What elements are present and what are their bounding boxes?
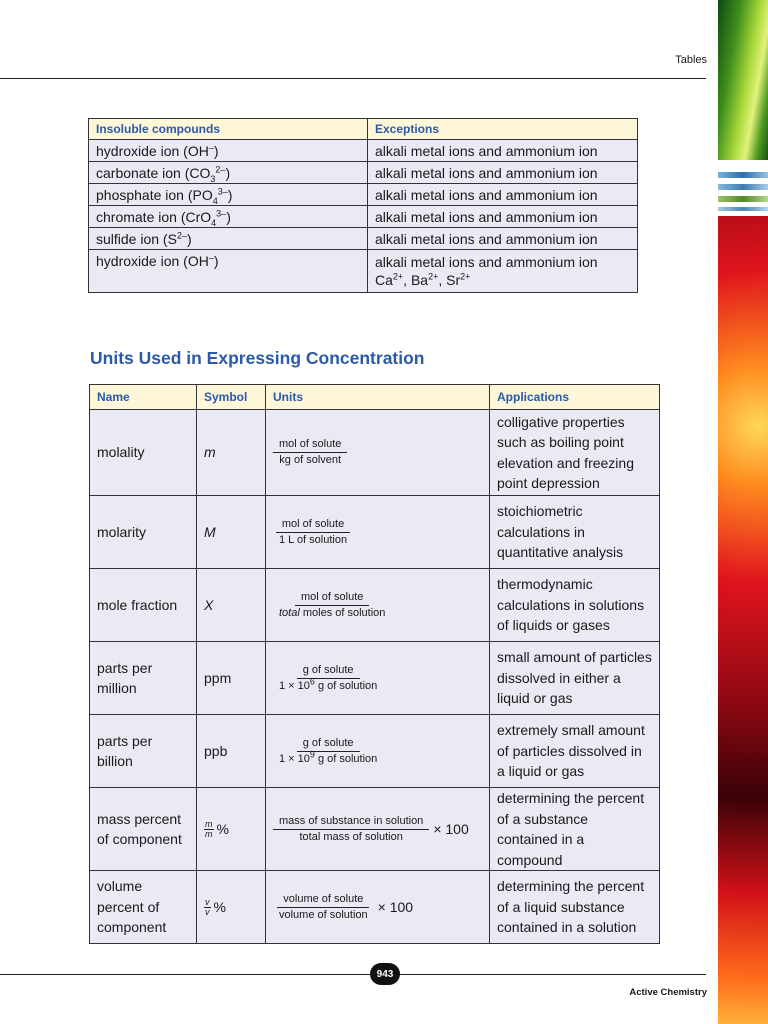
application-cell: colligative properties such as boiling point elevation and freezing point depression [490, 410, 660, 496]
compound-cell: phosphate ion $(PO_4^{3-})$ [89, 184, 368, 206]
table-row [90, 410, 660, 496]
compound-cell: carbonate ion $(CO_3^{2-})$ [89, 162, 368, 184]
exception-cell: alkali metal ions and ammonium ion [368, 162, 638, 184]
compound-cell: hydroxide ion (OH–) [89, 250, 368, 293]
units-fraction: $\frac{\text{g of solute}}{1 \times 10^6 g of solution}$ [279, 663, 378, 692]
exception-cell: alkali metal ions and ammonium ion [368, 206, 638, 228]
compound-cell: chromate ion (CrO$_4^{3-}$) [89, 206, 368, 228]
column-header: Name [90, 385, 197, 410]
exception-cell: alkali metal ions and ammonium ion $Ca^{2+}$, $Ba^{2+}$, $Sr^{2+}$ [368, 250, 638, 293]
units-cell [266, 569, 490, 642]
units-cell [266, 410, 490, 496]
units-fraction: $\frac{\text{mass of substance in solution}}{\text{total mass of solution}}$ [273, 815, 429, 844]
units-cell [266, 642, 490, 715]
name-cell: mass percent of component [90, 788, 197, 871]
decorative-photo-strip [718, 0, 768, 1024]
name-cell: volume percent of component [90, 871, 197, 944]
application-cell: determining the percent of a substance contained in a compound [490, 788, 660, 871]
symbol-cell: $\frac{m}{m}$ % [197, 788, 266, 871]
units-fraction: $\frac{\text{mol of solute}}{\text{kg of solvent}}$ [273, 438, 347, 467]
units-fraction: $\frac{\text{volume of solute}}{\text{volume of solution}}$ [279, 892, 368, 921]
table-row [90, 715, 660, 788]
table-row [89, 250, 638, 293]
symbol-cell: X [197, 569, 266, 642]
units-cell: $\frac{\text{mass of substance in solution}}{\text{total mass of solution}}$ × 100 [266, 788, 490, 871]
table-header-row [90, 385, 660, 410]
compound-cell: sulfide ion $(S^{2-})$ [89, 228, 368, 250]
units-fraction: $\frac{\text{mol of solute}}{\text{total moles of solution}}$ [279, 590, 386, 619]
column-header: Applications [490, 385, 660, 410]
application-cell: thermodynamic calculations in solutions of liquids or gases [490, 569, 660, 642]
symbol-cell: ppm [197, 642, 266, 715]
units-fraction: $\frac{\text{g of solute}}{1 \times 10^9 g of solution}$ [279, 736, 378, 765]
name-cell: parts per billion [90, 715, 197, 788]
table-header-row [89, 119, 638, 140]
symbol-cell: $\frac{v}{v}$ % [197, 871, 266, 944]
column-header: Insoluble compounds [89, 119, 368, 140]
footer-rule [0, 974, 706, 975]
units-fraction: $\frac{\text{mol of solute}}{\text{1 L of solution}}$ [273, 518, 353, 547]
symbol-cell: ppb [197, 715, 266, 788]
book-title: Active Chemistry [629, 987, 707, 998]
exception-cell: alkali metal ions and ammonium ion [368, 140, 638, 162]
column-header: Exceptions [368, 119, 638, 140]
table-row [90, 496, 660, 569]
running-header-label: Tables [675, 54, 707, 66]
name-cell: mole fraction [90, 569, 197, 642]
table-row [90, 642, 660, 715]
header-rule [0, 78, 706, 79]
units-cell [266, 496, 490, 569]
compound-cell: hydroxide ion (OH–) [89, 140, 368, 162]
solubility-exceptions-table [88, 118, 638, 293]
table-row [89, 184, 638, 206]
application-cell: determining the percent of a liquid substance contained in a solution [490, 871, 660, 944]
units-cell: $\frac{\text{volume of solute}}{\text{volume of solution}}$ × 100 [266, 871, 490, 944]
page-number-badge: 943 [370, 963, 400, 985]
section-title: Units Used in Expressing Concentration [90, 348, 425, 368]
symbol-cell: m [197, 410, 266, 496]
exception-cell: alkali metal ions and ammonium ion [368, 184, 638, 206]
concentration-units-table [89, 384, 660, 944]
column-header: Units [266, 385, 490, 410]
table-row [89, 162, 638, 184]
name-cell: parts per million [90, 642, 197, 715]
table-row [90, 788, 660, 871]
application-cell: stoichiometric calculations in quantitative analysis [490, 496, 660, 569]
symbol-cell: M [197, 496, 266, 569]
table-row [89, 206, 638, 228]
application-cell: extremely small amount of particles dissolved in a liquid or gas [490, 715, 660, 788]
name-cell: molality [90, 410, 197, 496]
table-row [90, 569, 660, 642]
exception-cell: alkali metal ions and ammonium ion [368, 228, 638, 250]
application-cell: small amount of particles dissolved in either a liquid or gas [490, 642, 660, 715]
table-row [89, 228, 638, 250]
name-cell: molarity [90, 496, 197, 569]
table-row [90, 871, 660, 944]
units-cell [266, 715, 490, 788]
table-row [89, 140, 638, 162]
column-header: Symbol [197, 385, 266, 410]
